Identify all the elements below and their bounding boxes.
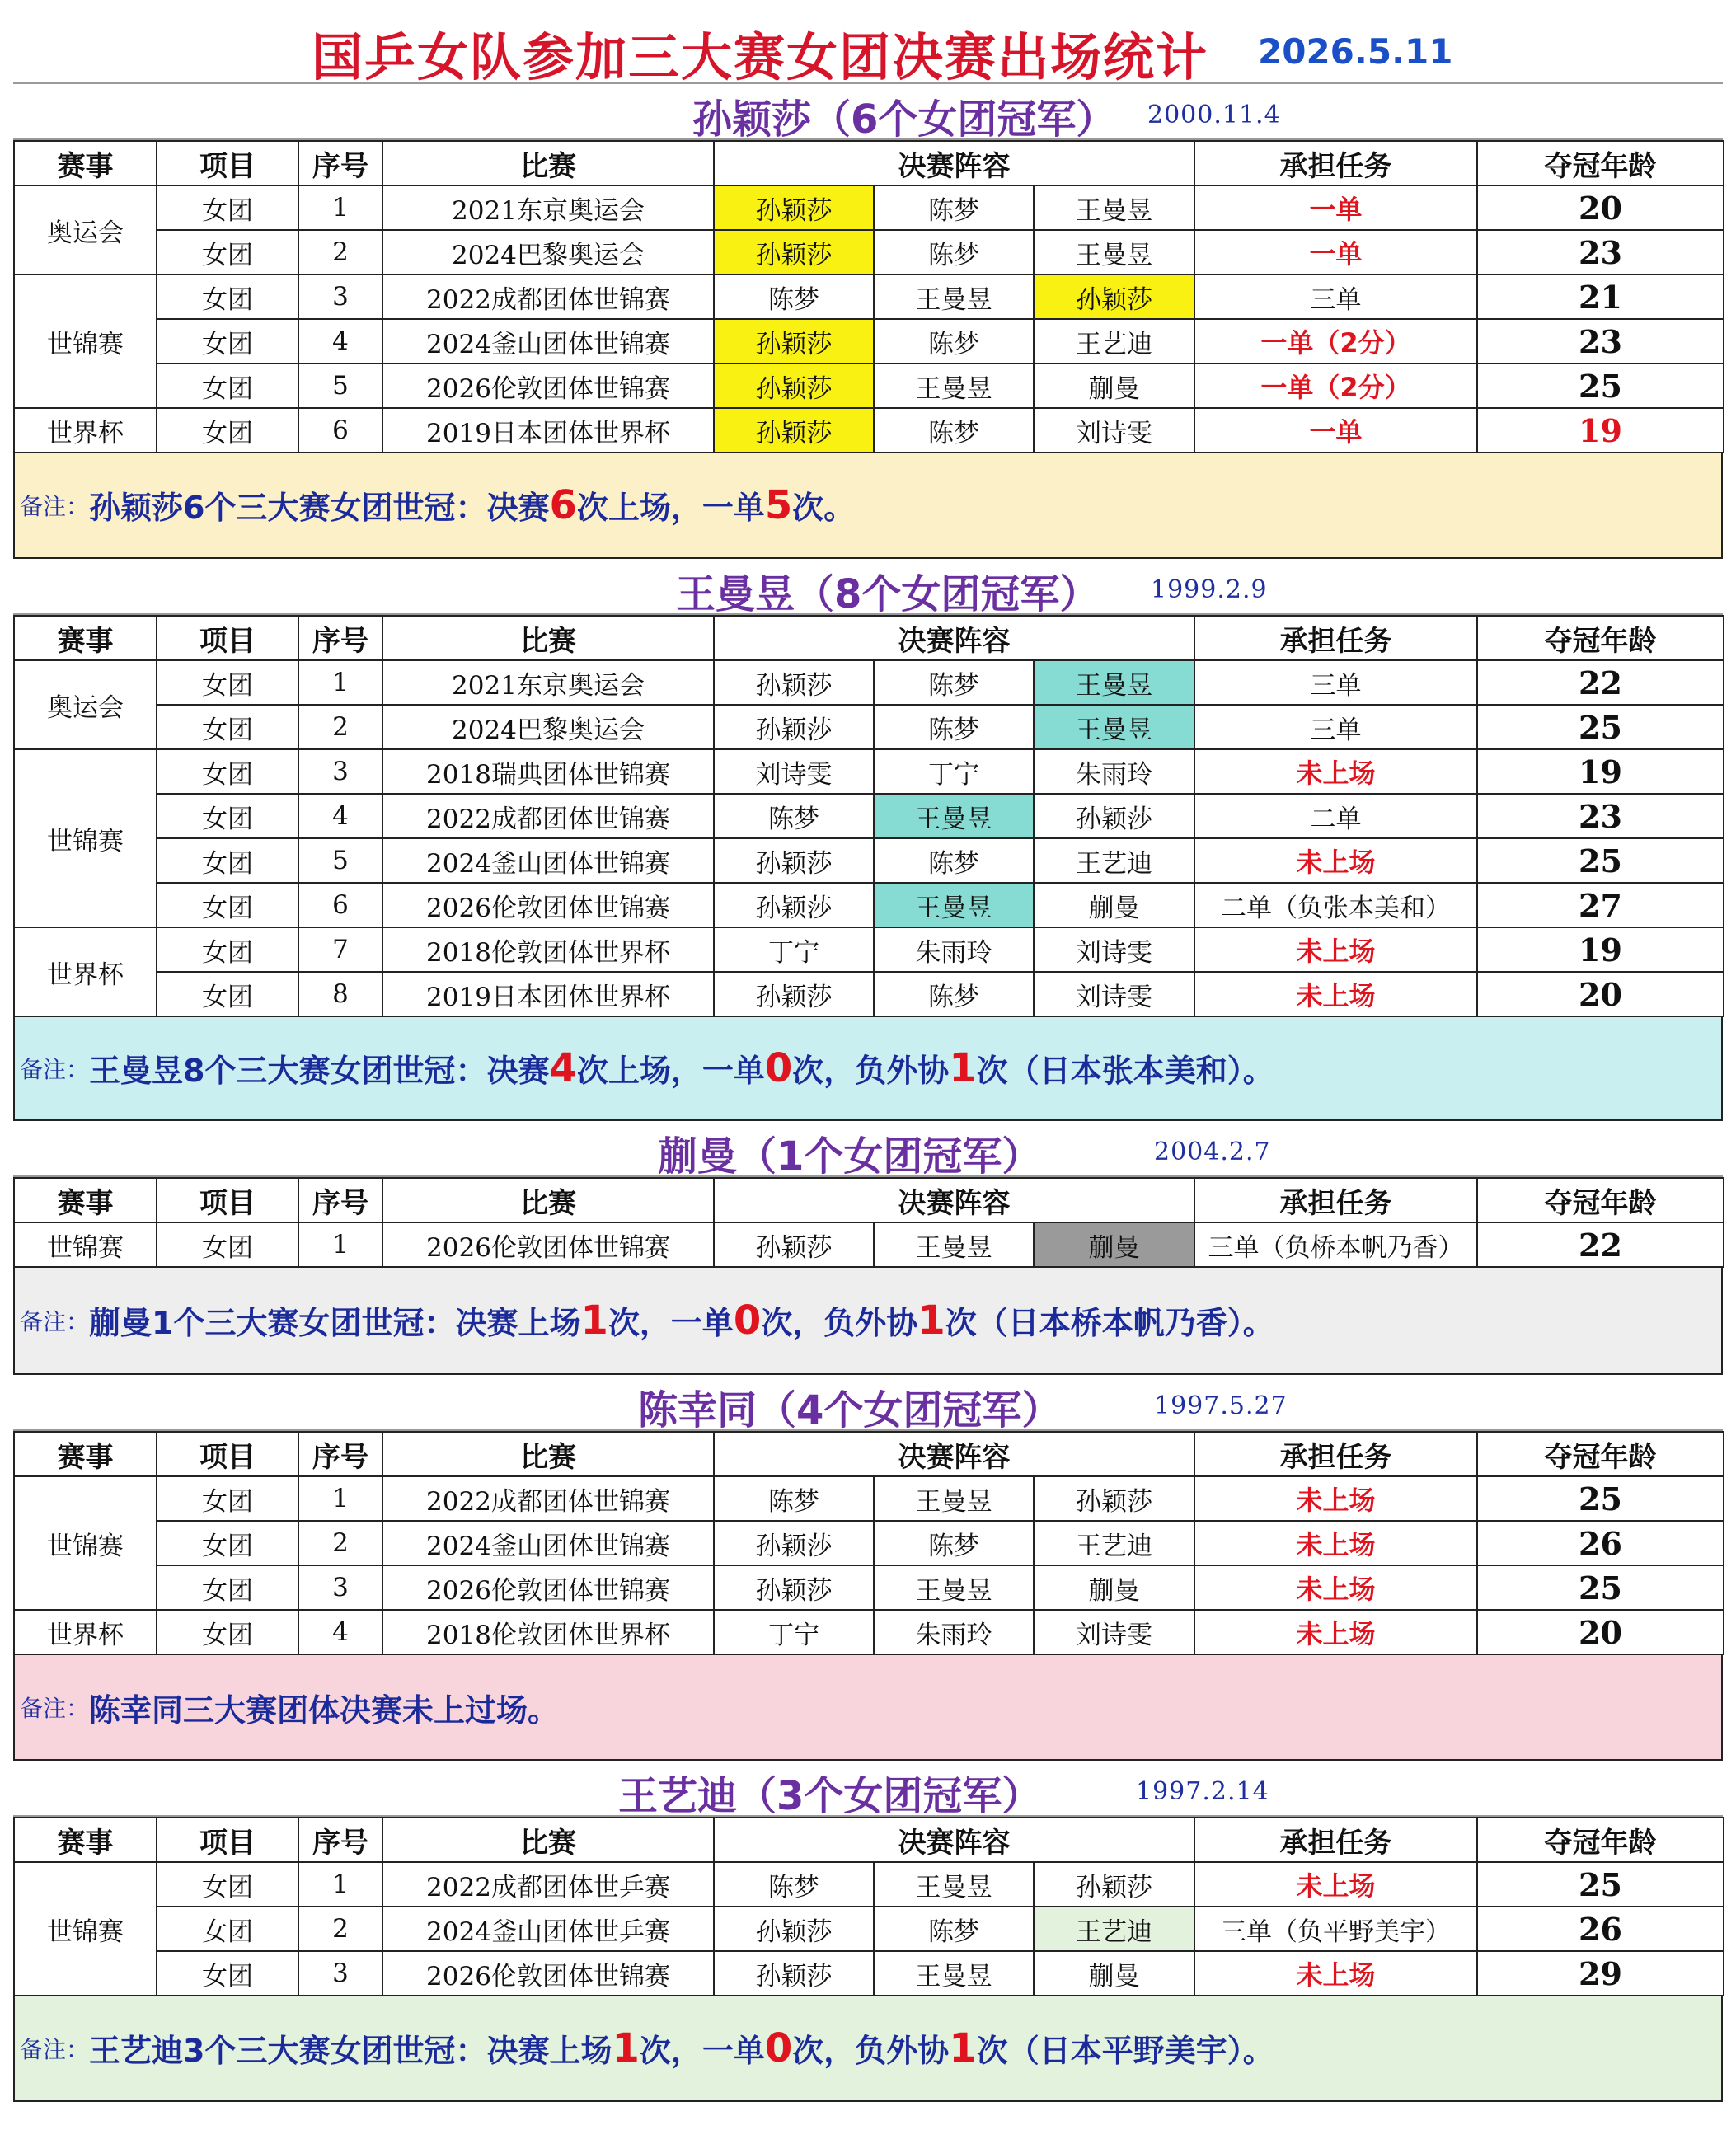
table-row	[14, 185, 1724, 230]
note-text: 陈幸同三大赛团体决赛未上过场。	[89, 1691, 560, 1729]
competition-cell: 世界杯	[14, 927, 157, 1016]
match-cell: 2018伦敦团体世界杯	[382, 927, 714, 972]
lineup-player-2: 王曼昱	[874, 274, 1034, 319]
table-row	[14, 838, 1724, 883]
lineup-player-2: 陈梦	[874, 1907, 1034, 1951]
no-cell: 2	[298, 1521, 382, 1565]
lineup-player-2: 陈梦	[874, 705, 1034, 749]
lineup-player-2: 陈梦	[874, 838, 1034, 883]
task-cell: 一单	[1194, 230, 1477, 274]
no-cell: 2	[298, 705, 382, 749]
table-row	[14, 927, 1724, 972]
competition-cell: 奥运会	[14, 660, 157, 749]
header-age: 夺冠年龄	[1477, 1818, 1724, 1862]
age-cell: 26	[1477, 1907, 1724, 1951]
competition-cell: 世锦赛	[14, 1476, 157, 1610]
match-cell: 2022成都团体世乒赛	[382, 1862, 714, 1907]
age-cell: 25	[1477, 1476, 1724, 1521]
table-header-row	[14, 1178, 1724, 1222]
lineup-player-2: 王曼昱	[874, 883, 1034, 927]
match-cell: 2026伦敦团体世锦赛	[382, 364, 714, 408]
age-cell: 22	[1477, 660, 1724, 705]
age-cell: 19	[1477, 408, 1724, 453]
lineup-player-1: 孙颖莎	[714, 230, 874, 274]
header-lineup: 决赛阵容	[714, 1818, 1194, 1862]
lineup-player-3: 蒯曼	[1034, 1951, 1194, 1996]
player-birthdate: 2004.2.7	[1154, 1138, 1271, 1166]
table-row	[14, 274, 1724, 319]
stats-table	[13, 1177, 1724, 1268]
section-header	[13, 1761, 1723, 1817]
header-match: 比赛	[382, 1818, 714, 1862]
header-competition: 赛事	[14, 616, 157, 660]
no-cell: 7	[298, 927, 382, 972]
event-cell: 女团	[157, 1951, 298, 1996]
match-cell: 2024巴黎奥运会	[382, 705, 714, 749]
lineup-player-1: 孙颖莎	[714, 1907, 874, 1951]
table-row	[14, 1222, 1724, 1267]
event-cell: 女团	[157, 927, 298, 972]
age-cell: 25	[1477, 364, 1724, 408]
header-lineup: 决赛阵容	[714, 1432, 1194, 1476]
lineup-player-2: 王曼昱	[874, 794, 1034, 838]
section-header	[13, 559, 1723, 615]
event-cell: 女团	[157, 1907, 298, 1951]
table-row	[14, 1907, 1724, 1951]
main-title-bar	[13, 12, 1723, 87]
table-row	[14, 319, 1724, 364]
lineup-player-1: 丁宁	[714, 1610, 874, 1654]
stats-table	[13, 1817, 1724, 1996]
lineup-player-2: 陈梦	[874, 185, 1034, 230]
lineup-player-1: 孙颖莎	[714, 1951, 874, 1996]
no-cell: 3	[298, 274, 382, 319]
header-age: 夺冠年龄	[1477, 1178, 1724, 1222]
lineup-player-2: 陈梦	[874, 1521, 1034, 1565]
header-competition: 赛事	[14, 141, 157, 185]
table-row	[14, 883, 1724, 927]
lineup-player-1: 孙颖莎	[714, 972, 874, 1016]
match-cell: 2024巴黎奥运会	[382, 230, 714, 274]
lineup-player-3: 蒯曼	[1034, 883, 1194, 927]
table-row	[14, 660, 1724, 705]
no-cell: 2	[298, 230, 382, 274]
player-birthdate: 1999.2.9	[1151, 575, 1268, 604]
no-cell: 5	[298, 364, 382, 408]
note-label: 备注：	[20, 1056, 90, 1083]
note-label: 备注：	[20, 1695, 90, 1722]
lineup-player-2: 王曼昱	[874, 1951, 1034, 1996]
event-cell: 女团	[157, 972, 298, 1016]
player-name: 王曼昱（8个女团冠军）	[676, 571, 1100, 617]
no-cell: 3	[298, 749, 382, 794]
header-competition: 赛事	[14, 1432, 157, 1476]
no-cell: 4	[298, 1610, 382, 1654]
task-cell: 三单（负桥本帆乃香）	[1194, 1222, 1477, 1267]
lineup-player-2: 陈梦	[874, 660, 1034, 705]
match-cell: 2026伦敦团体世锦赛	[382, 1222, 714, 1267]
table-row	[14, 1565, 1724, 1610]
header-lineup: 决赛阵容	[714, 141, 1194, 185]
header-competition: 赛事	[14, 1178, 157, 1222]
lineup-player-3: 刘诗雯	[1034, 1610, 1194, 1654]
event-cell: 女团	[157, 1476, 298, 1521]
section-sun-yingsha	[13, 84, 1723, 559]
task-cell: 未上场	[1194, 749, 1477, 794]
player-name: 孙颖莎（6个女团冠军）	[692, 96, 1116, 143]
table-row	[14, 1476, 1724, 1521]
note-text: 蒯曼1个三大赛女团世冠：决赛上场1次，一单0次，负外协1次（日本桥本帆乃香）。	[89, 1297, 1274, 1344]
no-cell: 1	[298, 1862, 382, 1907]
lineup-player-1: 孙颖莎	[714, 1222, 874, 1267]
header-no: 序号	[298, 616, 382, 660]
table-header-row	[14, 1432, 1724, 1476]
match-cell: 2018伦敦团体世界杯	[382, 1610, 714, 1654]
event-cell: 女团	[157, 364, 298, 408]
table-row	[14, 1521, 1724, 1565]
header-lineup: 决赛阵容	[714, 616, 1194, 660]
event-cell: 女团	[157, 838, 298, 883]
header-task: 承担任务	[1194, 1178, 1477, 1222]
lineup-player-2: 陈梦	[874, 319, 1034, 364]
task-cell: 三单	[1194, 705, 1477, 749]
age-cell: 22	[1477, 1222, 1724, 1267]
table-row	[14, 749, 1724, 794]
note-label: 备注：	[20, 2036, 90, 2063]
task-cell: 未上场	[1194, 1565, 1477, 1610]
event-cell: 女团	[157, 230, 298, 274]
section-kuai-man	[13, 1121, 1723, 1375]
page-date: 2026.5.11	[1258, 31, 1453, 72]
lineup-player-3: 王曼昱	[1034, 705, 1194, 749]
event-cell: 女团	[157, 1862, 298, 1907]
lineup-player-3: 孙颖莎	[1034, 1862, 1194, 1907]
section-wang-manyu	[13, 559, 1723, 1121]
stats-table	[13, 140, 1724, 453]
table-header-row	[14, 141, 1724, 185]
task-cell: 未上场	[1194, 1951, 1477, 1996]
no-cell: 1	[298, 1222, 382, 1267]
no-cell: 1	[298, 1476, 382, 1521]
match-cell: 2026伦敦团体世锦赛	[382, 1565, 714, 1610]
event-cell: 女团	[157, 749, 298, 794]
age-cell: 20	[1477, 185, 1724, 230]
task-cell: 三单（负平野美宇）	[1194, 1907, 1477, 1951]
lineup-player-1: 陈梦	[714, 1476, 874, 1521]
no-cell: 1	[298, 185, 382, 230]
section-note	[13, 453, 1723, 559]
lineup-player-2: 丁宁	[874, 749, 1034, 794]
header-task: 承担任务	[1194, 1432, 1477, 1476]
age-cell: 23	[1477, 230, 1724, 274]
task-cell: 一单	[1194, 408, 1477, 453]
section-note	[13, 1996, 1723, 2102]
header-match: 比赛	[382, 141, 714, 185]
lineup-player-3: 王艺迪	[1034, 1521, 1194, 1565]
competition-cell: 世锦赛	[14, 749, 157, 927]
task-cell: 未上场	[1194, 972, 1477, 1016]
header-task: 承担任务	[1194, 1818, 1477, 1862]
competition-cell: 世锦赛	[14, 1222, 157, 1267]
no-cell: 6	[298, 408, 382, 453]
match-cell: 2022成都团体世锦赛	[382, 1476, 714, 1521]
match-cell: 2024釜山团体世锦赛	[382, 1521, 714, 1565]
competition-cell: 世锦赛	[14, 274, 157, 408]
lineup-player-1: 孙颖莎	[714, 408, 874, 453]
lineup-player-1: 孙颖莎	[714, 660, 874, 705]
section-header	[13, 1375, 1723, 1431]
task-cell: 未上场	[1194, 927, 1477, 972]
lineup-player-3: 刘诗雯	[1034, 972, 1194, 1016]
match-cell: 2021东京奥运会	[382, 660, 714, 705]
lineup-player-1: 孙颖莎	[714, 1521, 874, 1565]
stats-table	[13, 1431, 1724, 1655]
section-header	[13, 84, 1723, 143]
event-cell: 女团	[157, 660, 298, 705]
lineup-player-1: 孙颖莎	[714, 838, 874, 883]
lineup-player-1: 陈梦	[714, 1862, 874, 1907]
task-cell: 三单	[1194, 274, 1477, 319]
note-label: 备注：	[20, 1308, 90, 1335]
note-text: 王曼昱8个三大赛女团世冠：决赛4次上场，一单0次，负外协1次（日本张本美和）。	[89, 1045, 1274, 1091]
age-cell: 23	[1477, 319, 1724, 364]
lineup-player-2: 陈梦	[874, 408, 1034, 453]
lineup-player-1: 孙颖莎	[714, 883, 874, 927]
table-row	[14, 1862, 1724, 1907]
lineup-player-1: 孙颖莎	[714, 364, 874, 408]
competition-cell: 奥运会	[14, 185, 157, 274]
header-task: 承担任务	[1194, 616, 1477, 660]
no-cell: 4	[298, 319, 382, 364]
table-header-row	[14, 616, 1724, 660]
age-cell: 20	[1477, 972, 1724, 1016]
lineup-player-3: 王艺迪	[1034, 1907, 1194, 1951]
task-cell: 二单（负张本美和）	[1194, 883, 1477, 927]
header-match: 比赛	[382, 616, 714, 660]
task-cell: 二单	[1194, 794, 1477, 838]
player-birthdate: 1997.5.27	[1154, 1391, 1288, 1420]
competition-cell: 世界杯	[14, 1610, 157, 1654]
event-cell: 女团	[157, 1610, 298, 1654]
lineup-player-3: 刘诗雯	[1034, 927, 1194, 972]
lineup-player-3: 朱雨玲	[1034, 749, 1194, 794]
event-cell: 女团	[157, 883, 298, 927]
header-no: 序号	[298, 1178, 382, 1222]
task-cell: 未上场	[1194, 1476, 1477, 1521]
no-cell: 6	[298, 883, 382, 927]
table-row	[14, 705, 1724, 749]
section-note	[13, 1268, 1723, 1375]
player-name: 王艺迪（3个女团冠军）	[618, 1773, 1042, 1819]
match-cell: 2026伦敦团体世锦赛	[382, 883, 714, 927]
header-event: 项目	[157, 1432, 298, 1476]
section-wang-yidi	[13, 1761, 1723, 2102]
lineup-player-2: 朱雨玲	[874, 1610, 1034, 1654]
table-row	[14, 794, 1724, 838]
event-cell: 女团	[157, 185, 298, 230]
task-cell: 未上场	[1194, 838, 1477, 883]
age-cell: 19	[1477, 927, 1724, 972]
lineup-player-2: 陈梦	[874, 972, 1034, 1016]
event-cell: 女团	[157, 1565, 298, 1610]
no-cell: 3	[298, 1565, 382, 1610]
section-chen-xingtong	[13, 1375, 1723, 1761]
stats-table	[13, 615, 1724, 1017]
player-name: 陈幸同（4个女团冠军）	[638, 1387, 1062, 1433]
competition-cell: 世锦赛	[14, 1862, 157, 1996]
age-cell: 25	[1477, 1565, 1724, 1610]
age-cell: 21	[1477, 274, 1724, 319]
age-cell: 25	[1477, 705, 1724, 749]
lineup-player-3: 王曼昱	[1034, 660, 1194, 705]
note-label: 备注：	[20, 493, 90, 520]
lineup-player-2: 王曼昱	[874, 1476, 1034, 1521]
lineup-player-2: 王曼昱	[874, 364, 1034, 408]
no-cell: 5	[298, 838, 382, 883]
lineup-player-1: 孙颖莎	[714, 705, 874, 749]
task-cell: 未上场	[1194, 1862, 1477, 1907]
no-cell: 1	[298, 660, 382, 705]
task-cell: 未上场	[1194, 1610, 1477, 1654]
header-event: 项目	[157, 616, 298, 660]
lineup-player-1: 陈梦	[714, 274, 874, 319]
age-cell: 26	[1477, 1521, 1724, 1565]
lineup-player-3: 孙颖莎	[1034, 1476, 1194, 1521]
table-row	[14, 1610, 1724, 1654]
section-header	[13, 1121, 1723, 1180]
lineup-player-3: 王艺迪	[1034, 838, 1194, 883]
table-row	[14, 408, 1724, 453]
event-cell: 女团	[157, 319, 298, 364]
match-cell: 2024釜山团体世锦赛	[382, 838, 714, 883]
match-cell: 2019日本团体世界杯	[382, 408, 714, 453]
note-text: 王艺迪3个三大赛女团世冠：决赛上场1次，一单0次，负外协1次（日本平野美宇）。	[89, 2025, 1274, 2071]
header-event: 项目	[157, 1178, 298, 1222]
note-text: 孙颖莎6个三大赛女团世冠：决赛6次上场，一单5次。	[89, 482, 856, 528]
lineup-player-3: 蒯曼	[1034, 364, 1194, 408]
table-row	[14, 972, 1724, 1016]
player-birthdate: 1997.2.14	[1136, 1777, 1269, 1806]
header-age: 夺冠年龄	[1477, 616, 1724, 660]
event-cell: 女团	[157, 274, 298, 319]
header-lineup: 决赛阵容	[714, 1178, 1194, 1222]
header-match: 比赛	[382, 1432, 714, 1476]
lineup-player-3: 孙颖莎	[1034, 274, 1194, 319]
no-cell: 2	[298, 1907, 382, 1951]
lineup-player-2: 王曼昱	[874, 1862, 1034, 1907]
age-cell: 25	[1477, 1862, 1724, 1907]
event-cell: 女团	[157, 1222, 298, 1267]
table-row	[14, 364, 1724, 408]
lineup-player-2: 朱雨玲	[874, 927, 1034, 972]
match-cell: 2021东京奥运会	[382, 185, 714, 230]
header-age: 夺冠年龄	[1477, 141, 1724, 185]
competition-cell: 世界杯	[14, 408, 157, 453]
section-note	[13, 1655, 1723, 1761]
lineup-player-2: 王曼昱	[874, 1222, 1034, 1267]
lineup-player-3: 孙颖莎	[1034, 794, 1194, 838]
lineup-player-2: 王曼昱	[874, 1565, 1034, 1610]
header-event: 项目	[157, 141, 298, 185]
header-event: 项目	[157, 1818, 298, 1862]
no-cell: 8	[298, 972, 382, 1016]
task-cell: 未上场	[1194, 1521, 1477, 1565]
task-cell: 一单（2分）	[1194, 319, 1477, 364]
match-cell: 2022成都团体世锦赛	[382, 274, 714, 319]
player-birthdate: 2000.11.4	[1147, 101, 1281, 129]
lineup-player-1: 陈梦	[714, 794, 874, 838]
lineup-player-1: 孙颖莎	[714, 1565, 874, 1610]
lineup-player-3: 刘诗雯	[1034, 408, 1194, 453]
match-cell: 2024釜山团体世乒赛	[382, 1907, 714, 1951]
lineup-player-3: 王曼昱	[1034, 230, 1194, 274]
lineup-player-1: 孙颖莎	[714, 319, 874, 364]
age-cell: 20	[1477, 1610, 1724, 1654]
task-cell: 三单	[1194, 660, 1477, 705]
header-match: 比赛	[382, 1178, 714, 1222]
header-competition: 赛事	[14, 1818, 157, 1862]
age-cell: 27	[1477, 883, 1724, 927]
lineup-player-1: 孙颖莎	[714, 185, 874, 230]
no-cell: 4	[298, 794, 382, 838]
event-cell: 女团	[157, 1521, 298, 1565]
table-row	[14, 230, 1724, 274]
table-row	[14, 1951, 1724, 1996]
section-note	[13, 1017, 1723, 1121]
task-cell: 一单（2分）	[1194, 364, 1477, 408]
no-cell: 3	[298, 1951, 382, 1996]
match-cell: 2024釜山团体世锦赛	[382, 319, 714, 364]
lineup-player-1: 刘诗雯	[714, 749, 874, 794]
match-cell: 2022成都团体世锦赛	[382, 794, 714, 838]
age-cell: 29	[1477, 1951, 1724, 1996]
header-age: 夺冠年龄	[1477, 1432, 1724, 1476]
lineup-player-3: 蒯曼	[1034, 1222, 1194, 1267]
event-cell: 女团	[157, 705, 298, 749]
match-cell: 2019日本团体世界杯	[382, 972, 714, 1016]
age-cell: 25	[1477, 838, 1724, 883]
header-no: 序号	[298, 141, 382, 185]
age-cell: 19	[1477, 749, 1724, 794]
match-cell: 2026伦敦团体世锦赛	[382, 1951, 714, 1996]
match-cell: 2018瑞典团体世锦赛	[382, 749, 714, 794]
lineup-player-3: 王艺迪	[1034, 319, 1194, 364]
page-title: 国乒女队参加三大赛女团决赛出场统计	[312, 27, 1209, 87]
player-name: 蒯曼（1个女团冠军）	[658, 1133, 1042, 1180]
lineup-player-3: 蒯曼	[1034, 1565, 1194, 1610]
lineup-player-1: 丁宁	[714, 927, 874, 972]
event-cell: 女团	[157, 794, 298, 838]
event-cell: 女团	[157, 408, 298, 453]
age-cell: 23	[1477, 794, 1724, 838]
lineup-player-2: 陈梦	[874, 230, 1034, 274]
header-no: 序号	[298, 1432, 382, 1476]
task-cell: 一单	[1194, 185, 1477, 230]
table-header-row	[14, 1818, 1724, 1862]
header-no: 序号	[298, 1818, 382, 1862]
header-task: 承担任务	[1194, 141, 1477, 185]
lineup-player-3: 王曼昱	[1034, 185, 1194, 230]
